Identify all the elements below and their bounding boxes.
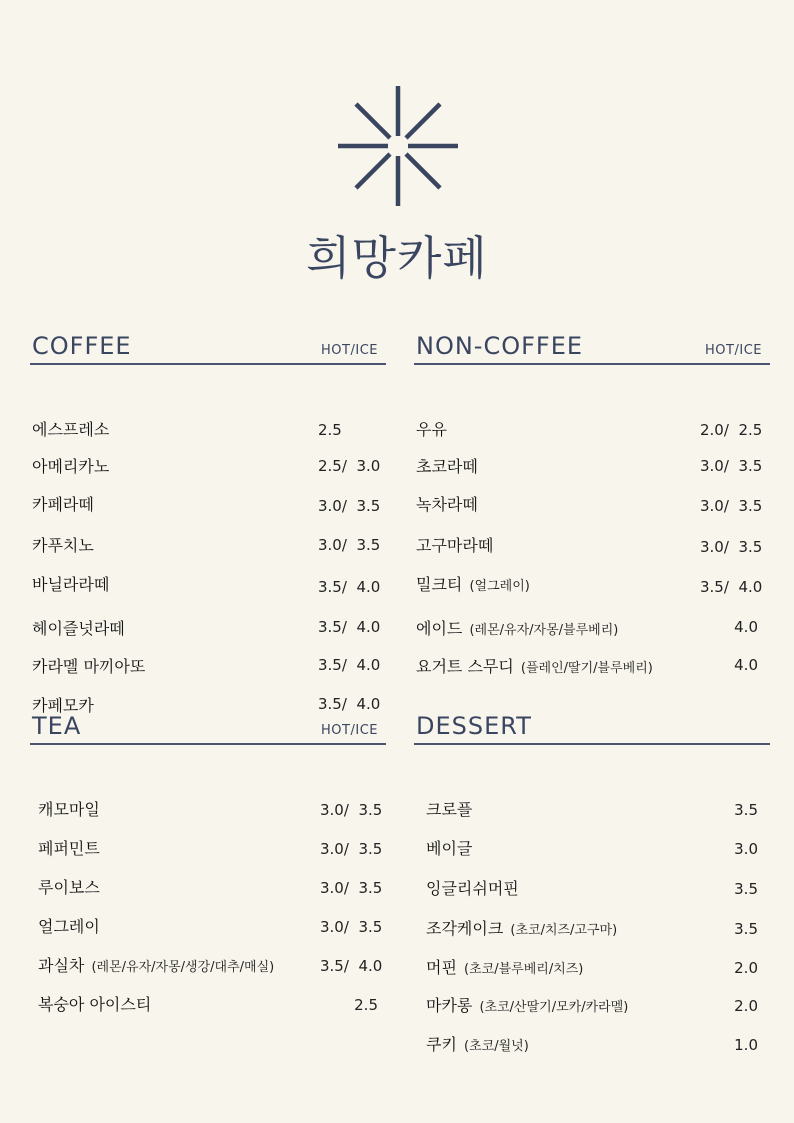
- menu-item-title: 밀크티: [416, 575, 463, 594]
- menu-item-title: 카푸치노: [32, 536, 94, 555]
- menu-item: [30, 914, 386, 938]
- menu-item-name: [32, 654, 145, 677]
- menu-item-title: 얼그레이: [38, 917, 100, 936]
- menu-item-options: (초코/산딸기/모카/카라멜): [479, 1000, 629, 1015]
- menu-item: [414, 1032, 770, 1056]
- menu-item-name: [416, 417, 447, 440]
- non-coffee-section: [414, 329, 770, 676]
- menu-item-price: 4.0: [734, 618, 758, 636]
- coffee-section: [30, 329, 386, 715]
- menu-item-title: 헤이즐넛라떼: [32, 619, 125, 638]
- menu-item-title: 캐모마일: [38, 800, 100, 819]
- menu-item: [414, 993, 770, 1017]
- menu-item-name: [32, 492, 94, 515]
- cafe-name: 희망카페: [306, 231, 488, 285]
- tea-section: [30, 709, 386, 1014]
- menu-item-price: 3.0/ 3.5: [320, 801, 383, 819]
- menu-item-title: 페퍼민트: [38, 839, 100, 858]
- menu-item: [414, 836, 770, 860]
- menu-item-options: (얼그레이): [469, 579, 530, 594]
- menu-item-name: [32, 533, 94, 556]
- section-header: [30, 709, 386, 745]
- menu-item-title: 복숭아 아이스티: [38, 995, 152, 1014]
- menu-item-price: 2.5/ 3.0: [318, 457, 381, 475]
- menu-item-title: 루이보스: [38, 878, 100, 897]
- menu-item: [414, 955, 770, 979]
- menu-item-options: (초코/월넛): [464, 1039, 529, 1054]
- section-note: HOT/ICE: [321, 343, 378, 358]
- menu-item-title: 과실차: [38, 956, 85, 975]
- menu-item-price: 2.0: [734, 997, 758, 1015]
- menu-item-title: 초코라떼: [416, 457, 478, 476]
- section-header: [414, 329, 770, 365]
- menu-item: [414, 533, 770, 557]
- menu-item: [30, 533, 386, 557]
- menu-item-price: 2.0: [734, 959, 758, 977]
- menu-item: [30, 992, 386, 1016]
- menu-item-price: 3.5: [734, 801, 758, 819]
- menu-item: [414, 916, 770, 940]
- menu-item: [414, 654, 770, 678]
- section-note: HOT/ICE: [321, 723, 378, 738]
- menu-item-title: 우유: [416, 420, 447, 439]
- menu-item-name: [416, 454, 478, 477]
- menu-item-name: [416, 616, 618, 639]
- asterisk-sun-icon: [336, 84, 460, 208]
- menu-item-title: 카페모카: [32, 696, 94, 715]
- menu-item-price: 4.0: [734, 656, 758, 674]
- menu-item-name: [32, 616, 125, 639]
- menu-item: [414, 454, 770, 478]
- logo: [336, 84, 460, 208]
- menu-item-price: 3.0/ 3.5: [700, 497, 763, 515]
- menu-item-price: 3.5/ 4.0: [318, 618, 381, 636]
- menu-item-title: 조각케이크: [426, 919, 504, 938]
- menu-item-options: (초코/블루베리/치즈): [464, 962, 584, 977]
- menu-item: [414, 876, 770, 900]
- menu-item-name: [426, 1032, 529, 1055]
- menu-item: [414, 492, 770, 516]
- menu-item: [414, 797, 770, 821]
- dessert-section: [414, 709, 770, 1054]
- section-header: [30, 329, 386, 365]
- menu-item-price: 3.0/ 3.5: [700, 538, 763, 556]
- menu-item-price: 3.0: [734, 840, 758, 858]
- menu-item: [30, 836, 386, 860]
- menu-item-name: [38, 992, 151, 1015]
- menu-item-name: [416, 572, 530, 595]
- menu-item-price: 3.0/ 3.5: [318, 536, 381, 554]
- menu-item-options: (레몬/유자/자몽/생강/대추/매실): [91, 960, 275, 975]
- menu-item: [30, 953, 386, 977]
- menu-item-title: 마카롱: [426, 996, 473, 1015]
- menu-item-name: [426, 993, 628, 1016]
- menu-item-title: 카라멜 마끼아또: [32, 657, 146, 676]
- menu-item-price: 3.0/ 3.5: [320, 918, 383, 936]
- section-title: TEA: [32, 712, 82, 740]
- menu-item-name: [38, 914, 100, 937]
- menu-item-title: 쿠키: [426, 1035, 457, 1054]
- menu-item-price: 3.0/ 3.5: [700, 457, 763, 475]
- menu-item-title: 녹차라떼: [416, 495, 478, 514]
- menu-item-title: 요거트 스무디: [416, 657, 514, 676]
- menu-item: [414, 417, 770, 441]
- menu-item-name: [426, 836, 472, 859]
- menu-item: [30, 616, 386, 640]
- menu-item-price: 3.5/ 4.0: [318, 695, 381, 713]
- menu-item-name: [38, 797, 100, 820]
- menu-item-price: 3.0/ 3.5: [318, 497, 381, 515]
- menu-item: [30, 454, 386, 478]
- menu-item-title: 크로플: [426, 800, 473, 819]
- menu-item: [30, 875, 386, 899]
- menu-item-price: 2.5: [318, 421, 342, 439]
- menu-item-title: 잉글리쉬머핀: [426, 879, 519, 898]
- menu-item-price: 3.5/ 4.0: [320, 957, 383, 975]
- menu-item-price: 3.5/ 4.0: [700, 578, 763, 596]
- menu-item-name: [32, 572, 109, 595]
- section-title: NON-COFFEE: [416, 332, 584, 360]
- menu-item-name: [38, 836, 100, 859]
- section-title: DESSERT: [416, 712, 532, 740]
- menu-item-title: 고구마라떼: [416, 536, 494, 555]
- menu-item-name: [426, 797, 472, 820]
- menu-item: [30, 492, 386, 516]
- menu-item: [414, 572, 770, 596]
- menu-item-title: 에이드: [416, 619, 463, 638]
- menu-item-options: (플레인/딸기/블루베리): [520, 661, 653, 676]
- section-title: COFFEE: [32, 332, 132, 360]
- menu-item-price: 3.5/ 4.0: [318, 656, 381, 674]
- menu-item: [414, 616, 770, 640]
- menu-item: [30, 572, 386, 596]
- menu-item-options: (초코/치즈/고구마): [510, 923, 618, 938]
- menu-item-title: 아메리카노: [32, 457, 110, 476]
- menu-item-title: 베이글: [426, 839, 473, 858]
- menu-item-options: (레몬/유자/자몽/블루베리): [469, 623, 619, 638]
- menu-item-price: 3.0/ 3.5: [320, 840, 383, 858]
- menu-item-title: 머핀: [426, 958, 457, 977]
- menu-item-title: 바닐라라떼: [32, 575, 110, 594]
- menu-item-price: 2.0/ 2.5: [700, 421, 763, 439]
- menu-item-name: [416, 492, 478, 515]
- menu-item-name: [416, 533, 493, 556]
- section-header: [414, 709, 770, 745]
- menu-item-price: 2.5: [354, 996, 378, 1014]
- menu-item-price: 3.5: [734, 880, 758, 898]
- menu-item: [30, 797, 386, 821]
- menu-item-name: [426, 955, 583, 978]
- menu-item-title: 카페라떼: [32, 495, 94, 514]
- menu-item-name: [416, 654, 653, 677]
- menu-item-name: [38, 953, 274, 976]
- menu-item: [30, 417, 386, 441]
- menu-item-name: [426, 876, 519, 899]
- menu-item-name: [32, 417, 109, 440]
- menu-item-price: 3.0/ 3.5: [320, 879, 383, 897]
- menu-item-title: 에스프레소: [32, 420, 110, 439]
- section-note: HOT/ICE: [705, 343, 762, 358]
- menu-item-price: 1.0: [734, 1036, 758, 1054]
- menu-item-price: 3.5: [734, 920, 758, 938]
- menu-item-name: [32, 454, 109, 477]
- menu-item: [30, 654, 386, 678]
- menu-item-price: 3.5/ 4.0: [318, 578, 381, 596]
- menu-item-name: [38, 875, 100, 898]
- menu-item-name: [426, 916, 617, 939]
